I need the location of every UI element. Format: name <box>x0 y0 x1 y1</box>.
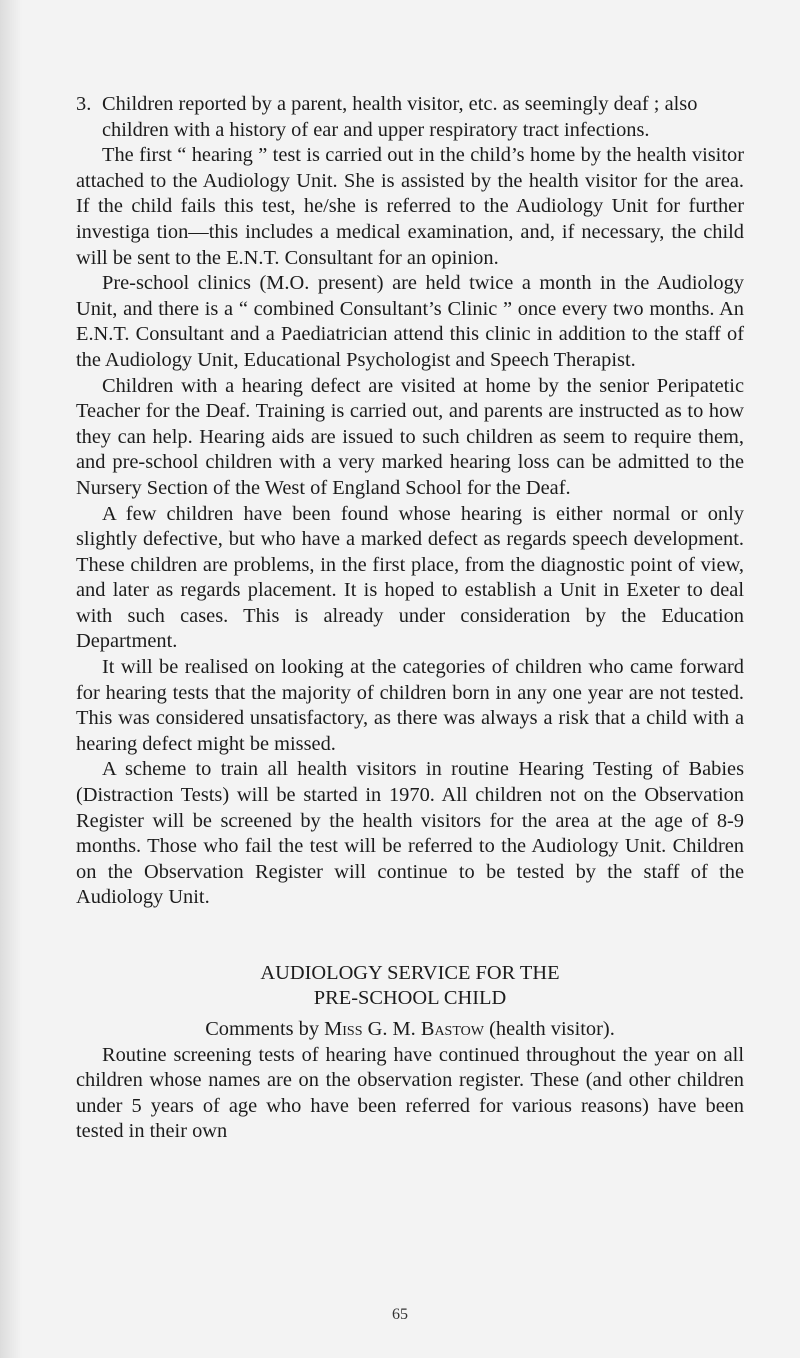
comments-byline <box>76 1017 744 1043</box>
paragraph-speech-development: A few children have been found whose hearing is either normal or only slightly defective, but who have a marked defect as regards speech development. These children are problems, in the first place, from the diagnostic point of view, and later as regards placement. It is hoped to establish a Unit in Exeter to deal with such cases. This is already under consideration by the Education Department. <box>76 502 744 653</box>
section-heading <box>76 961 744 1011</box>
paragraph-first-hearing-test: The first “ hearing ” test is carried out in the child’s home by the health visitor attached to the Audiology Unit. She is assisted by the health visitor for the area. If the child fails this test, he/she is referred to the Audiology Unit for further investiga tion—this includes a medical examination, and, if necessary, the child will be sent to the E.N.T. Consultant for an opinion. <box>76 144 744 269</box>
page-spine-shadow <box>0 0 22 1358</box>
numbered-item-3 <box>76 92 744 143</box>
comments-suffix: (health visitor). <box>483 1018 615 1040</box>
page-number: 65 <box>392 1306 408 1323</box>
comments-author: Miss G. M. Bastow <box>324 1018 484 1040</box>
comments-prefix: Comments by <box>205 1018 325 1040</box>
paragraph-majority-not-tested: It will be realised on looking at the categories of children who came forward for hearing tests that the majority of children born in any one year are not tested. This was considered unsatisfactory, as there was always a risk that a child with a hearing defect might be missed. <box>76 656 744 755</box>
paragraph-pre-school-clinics: Pre-school clinics (M.O. present) are held twice a month in the Audiology Unit, and there is a “ combined Consultant’s Clinic ” once every two months. An E.N.T. Consultant and a Paediatrician attend this clinic in addition to the staff of the Audiology Unit, Educational Psychologist and Speech Therapist. <box>76 272 744 371</box>
item-text: Children reported by a parent, health visitor, etc. as seemingly deaf ; also children with a history of ear and upper respiratory tract infections. <box>102 93 698 141</box>
document-body <box>76 92 744 1145</box>
section-heading-line-1: AUDIOLOGY SERVICE FOR THE <box>260 962 560 984</box>
paragraph-routine-screening: Routine screening tests of hearing have continued throughout the year on all children whose names are on the observation register. These (and other children under 5 years of age who have been referred for various reasons) have been tested in their own <box>76 1043 744 1143</box>
paragraph-hearing-defect-visits: Children with a hearing defect are visited at home by the senior Peripatetic Teacher for the Deaf. Training is carried out, and parents are instructed as to how they can help. Hearing aids are issued to such children as seem to require them, and pre-school children with a very marked hearing loss can be admitted to the Nursery Section of the West of England School for the Deaf. <box>76 374 744 499</box>
paragraph-training-scheme: A scheme to train all health visitors in routine Hearing Testing of Babies (Distraction Tests) will be started in 1970. All children not on the Observation Register will be screened by the health visitors for the area at the age of 8-9 months. Those who fail the test will be referred to the Audiology Unit. Children on the Observation Register will continue to be tested by the staff of the Audiology Unit. <box>76 758 744 909</box>
item-number: 3. <box>76 93 92 115</box>
section-heading-line-2: PRE-SCHOOL CHILD <box>313 987 507 1009</box>
